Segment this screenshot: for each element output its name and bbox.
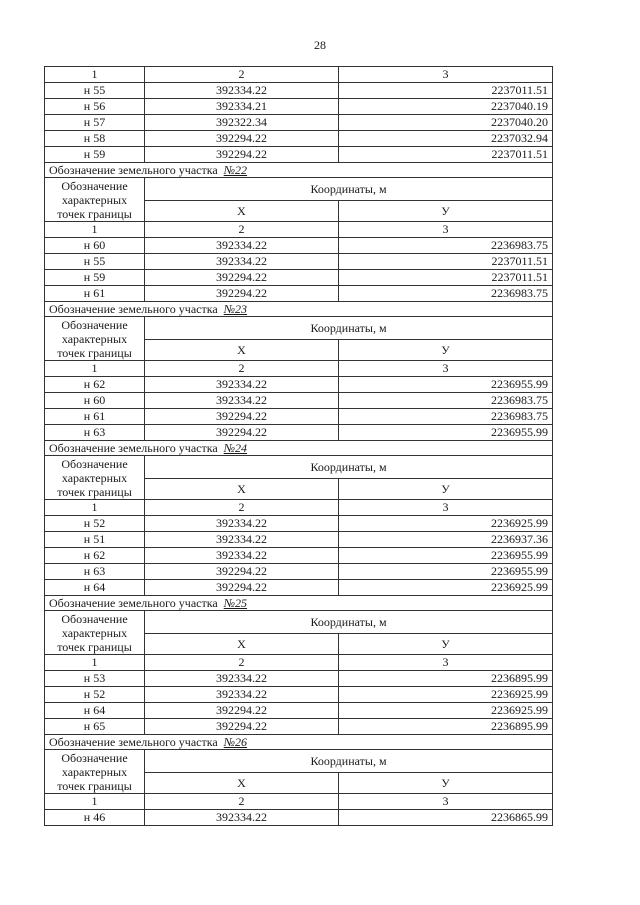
x-coordinate-cell: 392294.22 [145, 147, 339, 163]
parcel-label: Обозначение земельного участка [49, 734, 218, 749]
y-coordinate-cell: 2236925.99 [339, 703, 553, 719]
x-coordinate-cell: 392334.22 [145, 393, 339, 409]
column-number-1: 1 [45, 500, 145, 516]
point-name-cell: н 60 [45, 393, 145, 409]
table-row [45, 719, 553, 735]
parcel-number: №25 [223, 595, 248, 610]
y-coordinate-cell: 2236925.99 [339, 516, 553, 532]
y-coordinate-cell: 2236983.75 [339, 409, 553, 425]
y-coordinate-cell: 2236955.99 [339, 564, 553, 580]
point-name-cell: н 46 [45, 810, 145, 826]
column-numbers-row [45, 655, 553, 671]
x-coordinate-cell: 392334.22 [145, 671, 339, 687]
coordinates-table-body [45, 67, 553, 826]
x-coordinate-cell: 392294.22 [145, 270, 339, 286]
table-row [45, 254, 553, 270]
point-name-cell: н 60 [45, 238, 145, 254]
header-row [45, 317, 553, 340]
y-coordinate-cell: 2237011.51 [339, 83, 553, 99]
x-coordinate-cell: 392294.22 [145, 703, 339, 719]
column-number-1: 1 [45, 67, 145, 83]
x-coordinate-cell: 392294.22 [145, 425, 339, 441]
y-header: У [339, 773, 553, 794]
point-name-cell: н 51 [45, 532, 145, 548]
x-coordinate-cell: 392294.22 [145, 580, 339, 596]
column-number-2: 2 [145, 500, 339, 516]
x-coordinate-cell: 392294.22 [145, 409, 339, 425]
parcel-header-row [45, 735, 553, 750]
y-coordinate-cell: 2237040.19 [339, 99, 553, 115]
y-coordinate-cell: 2236955.99 [339, 425, 553, 441]
y-coordinate-cell: 2237011.51 [339, 254, 553, 270]
x-coordinate-cell: 392294.22 [145, 131, 339, 147]
coordinates-header: Координаты, м [145, 178, 553, 201]
column-number-2: 2 [145, 794, 339, 810]
y-coordinate-cell: 2237040.20 [339, 115, 553, 131]
coordinates-header: Координаты, м [145, 317, 553, 340]
y-coordinate-cell: 2236925.99 [339, 687, 553, 703]
x-coordinate-cell: 392334.21 [145, 99, 339, 115]
parcel-number: №23 [223, 301, 248, 316]
x-coordinate-cell: 392334.22 [145, 254, 339, 270]
column-number-1: 1 [45, 222, 145, 238]
x-header: X [145, 340, 339, 361]
column-number-3: 3 [339, 794, 553, 810]
points-header: Обозначение характерных точек границы [45, 456, 145, 500]
coordinates-header: Координаты, м [145, 456, 553, 479]
parcel-title [45, 441, 553, 456]
coordinates-header: Координаты, м [145, 750, 553, 773]
table-row [45, 393, 553, 409]
table-row [45, 580, 553, 596]
column-number-2: 2 [145, 222, 339, 238]
parcel-header-row [45, 163, 553, 178]
table-row [45, 238, 553, 254]
point-name-cell: н 63 [45, 425, 145, 441]
y-coordinate-cell: 2236955.99 [339, 548, 553, 564]
column-numbers-row [45, 67, 553, 83]
parcel-label: Обозначение земельного участка [49, 440, 218, 455]
point-name-cell: н 55 [45, 254, 145, 270]
x-coordinate-cell: 392294.22 [145, 564, 339, 580]
header-row [45, 750, 553, 773]
x-coordinate-cell: 392294.22 [145, 719, 339, 735]
x-coordinate-cell: 392334.22 [145, 532, 339, 548]
point-name-cell: н 64 [45, 703, 145, 719]
x-coordinate-cell: 392294.22 [145, 286, 339, 302]
y-header: У [339, 479, 553, 500]
parcel-label: Обозначение земельного участка [49, 595, 218, 610]
table-row [45, 99, 553, 115]
column-number-3: 3 [339, 655, 553, 671]
parcel-header-row [45, 302, 553, 317]
y-coordinate-cell: 2236895.99 [339, 671, 553, 687]
y-header: У [339, 340, 553, 361]
point-name-cell: н 58 [45, 131, 145, 147]
y-coordinate-cell: 2236983.75 [339, 393, 553, 409]
table-row [45, 131, 553, 147]
parcel-header-row [45, 441, 553, 456]
y-coordinate-cell: 2236895.99 [339, 719, 553, 735]
x-coordinate-cell: 392334.22 [145, 516, 339, 532]
parcel-label: Обозначение земельного участка [49, 301, 218, 316]
column-number-1: 1 [45, 794, 145, 810]
parcel-title [45, 302, 553, 317]
y-coordinate-cell: 2236983.75 [339, 238, 553, 254]
header-row [45, 456, 553, 479]
points-header: Обозначение характерных точек границы [45, 611, 145, 655]
coordinates-header: Координаты, м [145, 611, 553, 634]
parcel-number: №22 [223, 162, 248, 177]
table-row [45, 703, 553, 719]
table-row [45, 548, 553, 564]
y-coordinate-cell: 2237032.94 [339, 131, 553, 147]
column-number-2: 2 [145, 361, 339, 377]
table-row [45, 83, 553, 99]
table-row [45, 810, 553, 826]
column-number-1: 1 [45, 655, 145, 671]
x-header: X [145, 634, 339, 655]
y-header: У [339, 634, 553, 655]
points-header: Обозначение характерных точек границы [45, 317, 145, 361]
x-header: X [145, 773, 339, 794]
y-coordinate-cell: 2236955.99 [339, 377, 553, 393]
y-coordinate-cell: 2236937.36 [339, 532, 553, 548]
points-header: Обозначение характерных точек границы [45, 750, 145, 794]
table-row [45, 564, 553, 580]
point-name-cell: н 56 [45, 99, 145, 115]
point-name-cell: н 59 [45, 270, 145, 286]
table-row [45, 687, 553, 703]
y-coordinate-cell: 2237011.51 [339, 270, 553, 286]
column-number-2: 2 [145, 67, 339, 83]
table-row [45, 115, 553, 131]
point-name-cell: н 63 [45, 564, 145, 580]
column-number-1: 1 [45, 361, 145, 377]
table-row [45, 286, 553, 302]
table-row [45, 377, 553, 393]
parcel-label: Обозначение земельного участка [49, 162, 218, 177]
column-numbers-row [45, 361, 553, 377]
table-row [45, 147, 553, 163]
column-numbers-row [45, 222, 553, 238]
point-name-cell: н 62 [45, 548, 145, 564]
table-row [45, 516, 553, 532]
x-coordinate-cell: 392334.22 [145, 810, 339, 826]
coordinates-table [44, 66, 553, 826]
column-number-3: 3 [339, 67, 553, 83]
x-coordinate-cell: 392334.22 [145, 687, 339, 703]
column-number-3: 3 [339, 500, 553, 516]
points-header: Обозначение характерных точек границы [45, 178, 145, 222]
table-row [45, 409, 553, 425]
y-coordinate-cell: 2236925.99 [339, 580, 553, 596]
point-name-cell: н 52 [45, 687, 145, 703]
header-row [45, 611, 553, 634]
point-name-cell: н 52 [45, 516, 145, 532]
table-row [45, 270, 553, 286]
x-coordinate-cell: 392334.22 [145, 548, 339, 564]
parcel-header-row [45, 596, 553, 611]
point-name-cell: н 59 [45, 147, 145, 163]
y-header: У [339, 201, 553, 222]
column-number-2: 2 [145, 655, 339, 671]
point-name-cell: н 55 [45, 83, 145, 99]
x-coordinate-cell: 392334.22 [145, 377, 339, 393]
y-coordinate-cell: 2237011.51 [339, 147, 553, 163]
parcel-number: №24 [223, 440, 248, 455]
column-number-3: 3 [339, 361, 553, 377]
x-header: X [145, 479, 339, 500]
x-header: X [145, 201, 339, 222]
parcel-title [45, 735, 553, 750]
header-row [45, 178, 553, 201]
point-name-cell: н 57 [45, 115, 145, 131]
point-name-cell: н 61 [45, 409, 145, 425]
parcel-number: №26 [223, 734, 248, 749]
parcel-title [45, 596, 553, 611]
point-name-cell: н 53 [45, 671, 145, 687]
x-coordinate-cell: 392334.22 [145, 238, 339, 254]
point-name-cell: н 65 [45, 719, 145, 735]
point-name-cell: н 64 [45, 580, 145, 596]
parcel-title [45, 163, 553, 178]
point-name-cell: н 61 [45, 286, 145, 302]
column-number-3: 3 [339, 222, 553, 238]
page-number: 28 [314, 38, 326, 52]
y-coordinate-cell: 2236865.99 [339, 810, 553, 826]
table-row [45, 532, 553, 548]
table-row [45, 671, 553, 687]
y-coordinate-cell: 2236983.75 [339, 286, 553, 302]
column-numbers-row [45, 500, 553, 516]
x-coordinate-cell: 392322.34 [145, 115, 339, 131]
table-row [45, 425, 553, 441]
x-coordinate-cell: 392334.22 [145, 83, 339, 99]
column-numbers-row [45, 794, 553, 810]
point-name-cell: н 62 [45, 377, 145, 393]
